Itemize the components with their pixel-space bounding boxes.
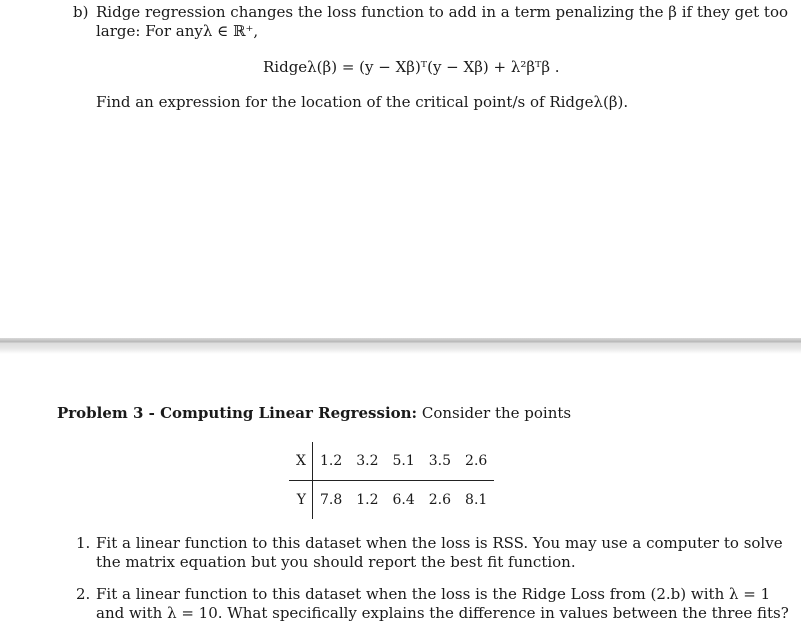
x-value: 1.2	[312, 442, 349, 481]
item-2-line-2: and with λ = 10. What specifically explains the difference in values between the three fits?	[96, 604, 789, 622]
problem-3-title: Problem 3 - Computing Linear Regression:	[57, 404, 418, 422]
item-1-line-1: Fit a linear function to this dataset when the loss is RSS. You may use a computer to solve	[96, 534, 783, 552]
problem-3-intro: Consider the points	[421, 404, 572, 422]
x-value: 3.5	[422, 442, 458, 481]
part-b-line-2: large: For anyλ ∈ ℝ⁺,	[96, 22, 259, 40]
part-b-label: b)	[73, 3, 89, 21]
critical-point-prompt: Find an expression for the location of the critical point/s of Ridgeλ(β).	[96, 93, 629, 111]
y-label: Y	[289, 481, 312, 520]
y-value: 7.8	[319, 492, 343, 508]
item-2-number: 2.	[76, 585, 91, 603]
x-value: 3.2	[349, 442, 385, 481]
y-value: 8.1	[465, 492, 488, 508]
y-row	[289, 481, 494, 520]
part-b-line-1: Ridge regression changes the loss function to add in a term penalizing the β if they get too	[96, 3, 788, 21]
y-value: 1.2	[356, 492, 379, 508]
item-2-line-1: Fit a linear function to this dataset when the loss is the Ridge Loss from (2.b) with λ = 1	[96, 585, 771, 603]
x-value: 5.1	[386, 442, 422, 481]
x-value: 2.6	[458, 442, 494, 481]
item-1-number: 1.	[76, 534, 91, 552]
data-points-table	[289, 442, 494, 519]
problem-3-heading	[57, 404, 571, 423]
x-row	[289, 442, 494, 481]
ridge-equation: Ridgeλ(β) = (y − Xβ)ᵀ(y − Xβ) + λ²βᵀβ .	[263, 58, 560, 76]
y-value: 6.4	[392, 492, 415, 508]
y-value: 2.6	[428, 492, 452, 508]
x-label: X	[289, 442, 312, 481]
item-1-line-2: the matrix equation but you should report the best fit function.	[96, 553, 576, 571]
page-divider	[0, 338, 801, 354]
